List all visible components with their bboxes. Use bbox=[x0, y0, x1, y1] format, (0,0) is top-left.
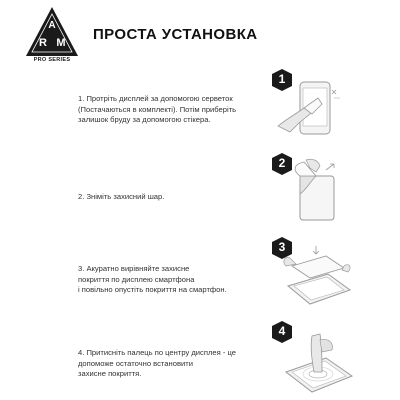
step-2-badge bbox=[270, 152, 294, 176]
step-3-badge bbox=[270, 236, 294, 260]
logo-letter-r: R bbox=[39, 37, 47, 49]
step-1-number: 1 bbox=[278, 72, 286, 86]
step-3-text: 3. Акуратно вирівняйте захисне покриття по дисплею смартфона і повільно опустіть покриття на смартфон. bbox=[78, 264, 227, 294]
arm-logo bbox=[24, 6, 80, 66]
step-3-number: 3 bbox=[278, 240, 286, 254]
step-3-illustration bbox=[270, 236, 356, 314]
step-1-text: 1. Протріть дисплей за допомогою серветок (Постачаються в комплекті). Потім приберіть залишок бруду за допомогою стікера. bbox=[78, 94, 237, 124]
step-4-badge bbox=[270, 320, 294, 344]
logo-letter-a: A bbox=[48, 20, 56, 31]
step-4-illustration bbox=[270, 320, 356, 398]
step-4-number: 4 bbox=[278, 324, 286, 338]
step-2-number: 2 bbox=[278, 156, 286, 170]
step-1-badge bbox=[270, 68, 294, 92]
step-2-illustration bbox=[270, 152, 356, 230]
step-1-illustration bbox=[270, 68, 356, 146]
step-4-text: 4. Притисніть палець по центру дисплея - це допоможе остаточно встановити захисне покриття. bbox=[78, 348, 236, 378]
logo-letter-m: M bbox=[56, 37, 66, 49]
page-title: ПРОСТА УСТАНОВКА bbox=[93, 26, 258, 43]
logo-subtitle: PRO SERIES bbox=[33, 57, 71, 63]
logo-triangle-icon bbox=[24, 6, 80, 58]
step-2-text: 2. Зніміть захисний шар. bbox=[78, 192, 165, 201]
